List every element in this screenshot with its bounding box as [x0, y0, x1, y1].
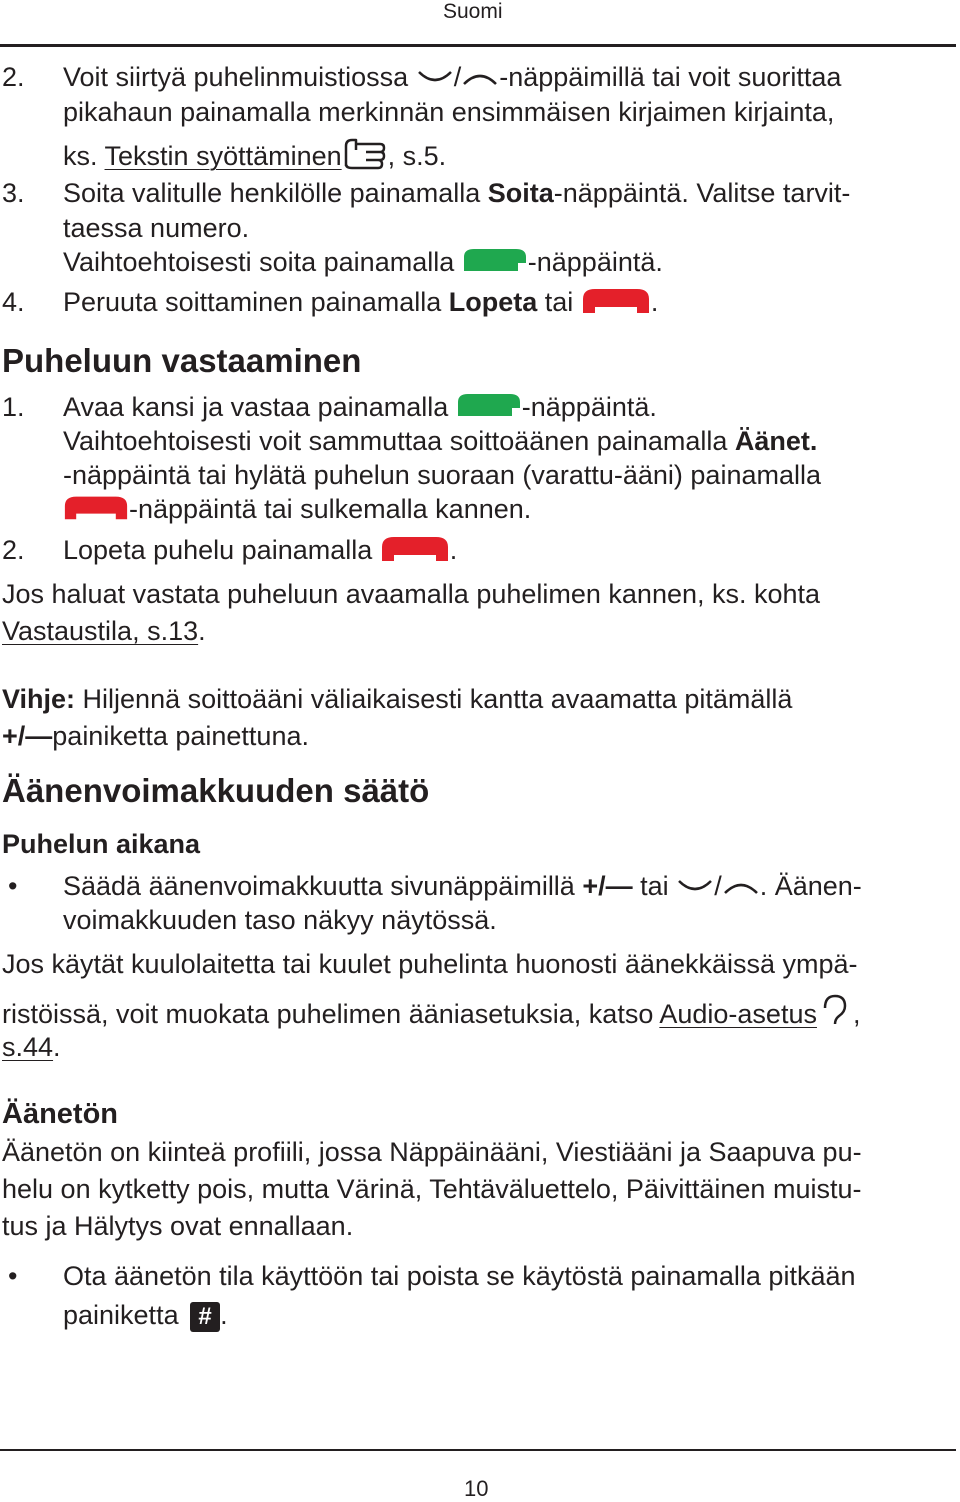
- list-item-text: [63, 176, 850, 210]
- text-run: Vaihtoehtoisesti soita painamalla: [63, 247, 455, 277]
- footer-rule: [0, 1449, 956, 1451]
- tip-label: Vihje:: [2, 684, 76, 714]
- list-item-text: [63, 390, 657, 426]
- text-run: Hiljennä soittoääni väliaikaisesti kantta avaamatta pitämällä: [82, 684, 793, 714]
- text-run: Soita valitulle henkilölle painamalla: [63, 178, 481, 208]
- text-run: Avaa kansi ja vastaa painamalla: [63, 392, 449, 422]
- list-item-text: Ota äänetön tila käyttöön tai poista se käytöstä painamalla pitkään: [63, 1261, 856, 1291]
- list-item-text: [63, 424, 817, 458]
- lopeta-key-label: Lopeta: [448, 287, 538, 318]
- section-heading-answer: Puheluun vastaaminen: [2, 342, 362, 379]
- list-item-text: [63, 533, 457, 571]
- list-item-text: pikahaun painamalla merkinnän ensimmäisen kirjaimen kirjainta,: [63, 97, 835, 127]
- text-run: tai: [640, 871, 669, 901]
- list-item-text: [63, 245, 663, 281]
- volume-key-label: +/—: [582, 871, 633, 901]
- call-green-key-icon: [462, 247, 528, 281]
- list-item-text: -näppäintä tai hylätä puhelun suoraan (varattu-ääni) painamalla: [63, 460, 821, 490]
- hand-input-icon: [342, 136, 388, 180]
- volume-key-label: +/—: [2, 721, 53, 751]
- text-run: Peruuta soittaminen painamalla: [63, 287, 442, 318]
- list-number: 3.: [2, 178, 25, 208]
- list-item-text: [63, 285, 658, 323]
- paragraph-text: [2, 992, 860, 1040]
- text-run: Vaihtoehtoisesti voit sammuttaa soittoäänen painamalla: [63, 426, 728, 456]
- list-number: 2.: [2, 62, 25, 92]
- text-run: .: [220, 1300, 228, 1330]
- text-run: .: [198, 616, 206, 646]
- list-item-text: taessa numero.: [63, 213, 250, 243]
- link-text-input[interactable]: Tekstin syöttäminen: [104, 141, 342, 172]
- list-item-text: [63, 136, 446, 180]
- text-run: -näppäintä. Valitse tarvit-: [553, 178, 851, 208]
- bullet: •: [8, 1261, 18, 1291]
- aanet-key-label: Äänet.: [734, 426, 818, 456]
- list-item-text: [63, 869, 862, 905]
- text-run: Säädä äänenvoimakkuutta sivunäppäimillä: [63, 871, 575, 901]
- link-answer-mode[interactable]: Vastaustila, s.13: [2, 616, 199, 646]
- hash-key-icon: #: [190, 1302, 220, 1332]
- paragraph-text: helu on kytketty pois, mutta Värinä, Tehtäväluettelo, Päivittäinen muistu-: [2, 1174, 862, 1204]
- text-run: -näppäintä.: [521, 392, 657, 422]
- text-run: -näppäintä tai sulkemalla kannen.: [129, 494, 532, 525]
- text-run: ,: [852, 999, 861, 1030]
- text-run: ristöissä, voit muokata puhelimen ääniasetuksia, katso: [2, 999, 654, 1030]
- list-number: 2.: [2, 535, 25, 565]
- list-item-text: [63, 60, 841, 96]
- header-rule: [0, 44, 956, 47]
- text-run: .: [650, 287, 659, 318]
- text-run: Lopeta puhelu painamalla: [63, 535, 373, 566]
- volume-up-key-icon: [461, 62, 499, 96]
- text-run: tai: [544, 287, 574, 318]
- volume-up-key-icon: [722, 871, 760, 905]
- section-heading-volume: Äänenvoimakkuuden säätö: [2, 772, 430, 809]
- paragraph-text: [2, 1030, 61, 1064]
- volume-down-key-icon: [416, 62, 454, 96]
- paragraph-text: tus ja Hälytys ovat ennallaan.: [2, 1211, 354, 1241]
- paragraph-text: Jos käytät kuulolaitetta tai kuulet puhelinta huonosti äänekkäissä ympä-: [2, 949, 858, 979]
- tip-text: [2, 719, 309, 753]
- bullet: •: [8, 871, 18, 901]
- end-red-key-icon: [380, 533, 450, 571]
- end-red-key-icon: [581, 285, 651, 323]
- separator: /: [714, 871, 722, 901]
- subheading-during-call: Puhelun aikana: [2, 829, 201, 859]
- text-run: -näppäimillä tai voit suorittaa: [499, 62, 842, 92]
- text-run: . Äänen-: [759, 871, 862, 901]
- link-audio-settings[interactable]: Audio-asetus: [659, 999, 817, 1030]
- text-run: painiketta: [63, 1300, 179, 1330]
- soita-key-label: Soita: [487, 178, 554, 208]
- text-run: ks.: [63, 141, 98, 172]
- list-number: 4.: [2, 287, 25, 317]
- list-item-text: [63, 1298, 228, 1332]
- volume-down-key-icon: [676, 871, 714, 905]
- tip-text: [2, 682, 792, 716]
- separator: /: [453, 62, 462, 92]
- text-run: Voit siirtyä puhelinmuistiossa: [63, 62, 409, 92]
- text-run: -näppäintä.: [527, 247, 663, 277]
- list-item-text: voimakkuuden taso näkyy näytössä.: [63, 905, 497, 935]
- list-item-text: [63, 492, 531, 530]
- paragraph-text: Äänetön on kiinteä profiili, jossa Näppäinääni, Viestiääni ja Saapuva pu-: [2, 1137, 862, 1167]
- hearing-icon: [817, 992, 853, 1040]
- end-red-key-icon: [63, 492, 129, 530]
- page-number: 10: [464, 1476, 489, 1501]
- link-page-44[interactable]: s.44: [2, 1032, 54, 1062]
- text-run: painiketta painettuna.: [52, 721, 309, 751]
- text-run: .: [449, 535, 458, 566]
- list-number: 1.: [2, 392, 25, 422]
- paragraph-text: [2, 614, 206, 648]
- text-run: .: [53, 1032, 61, 1062]
- paragraph-text: Jos haluat vastata puheluun avaamalla puhelimen kannen, ks. kohta: [2, 579, 821, 609]
- text-run: , s.5.: [387, 141, 447, 172]
- section-heading-silent: Äänetön: [2, 1098, 118, 1130]
- header-language: Suomi: [443, 0, 503, 23]
- call-green-key-icon: [456, 392, 522, 426]
